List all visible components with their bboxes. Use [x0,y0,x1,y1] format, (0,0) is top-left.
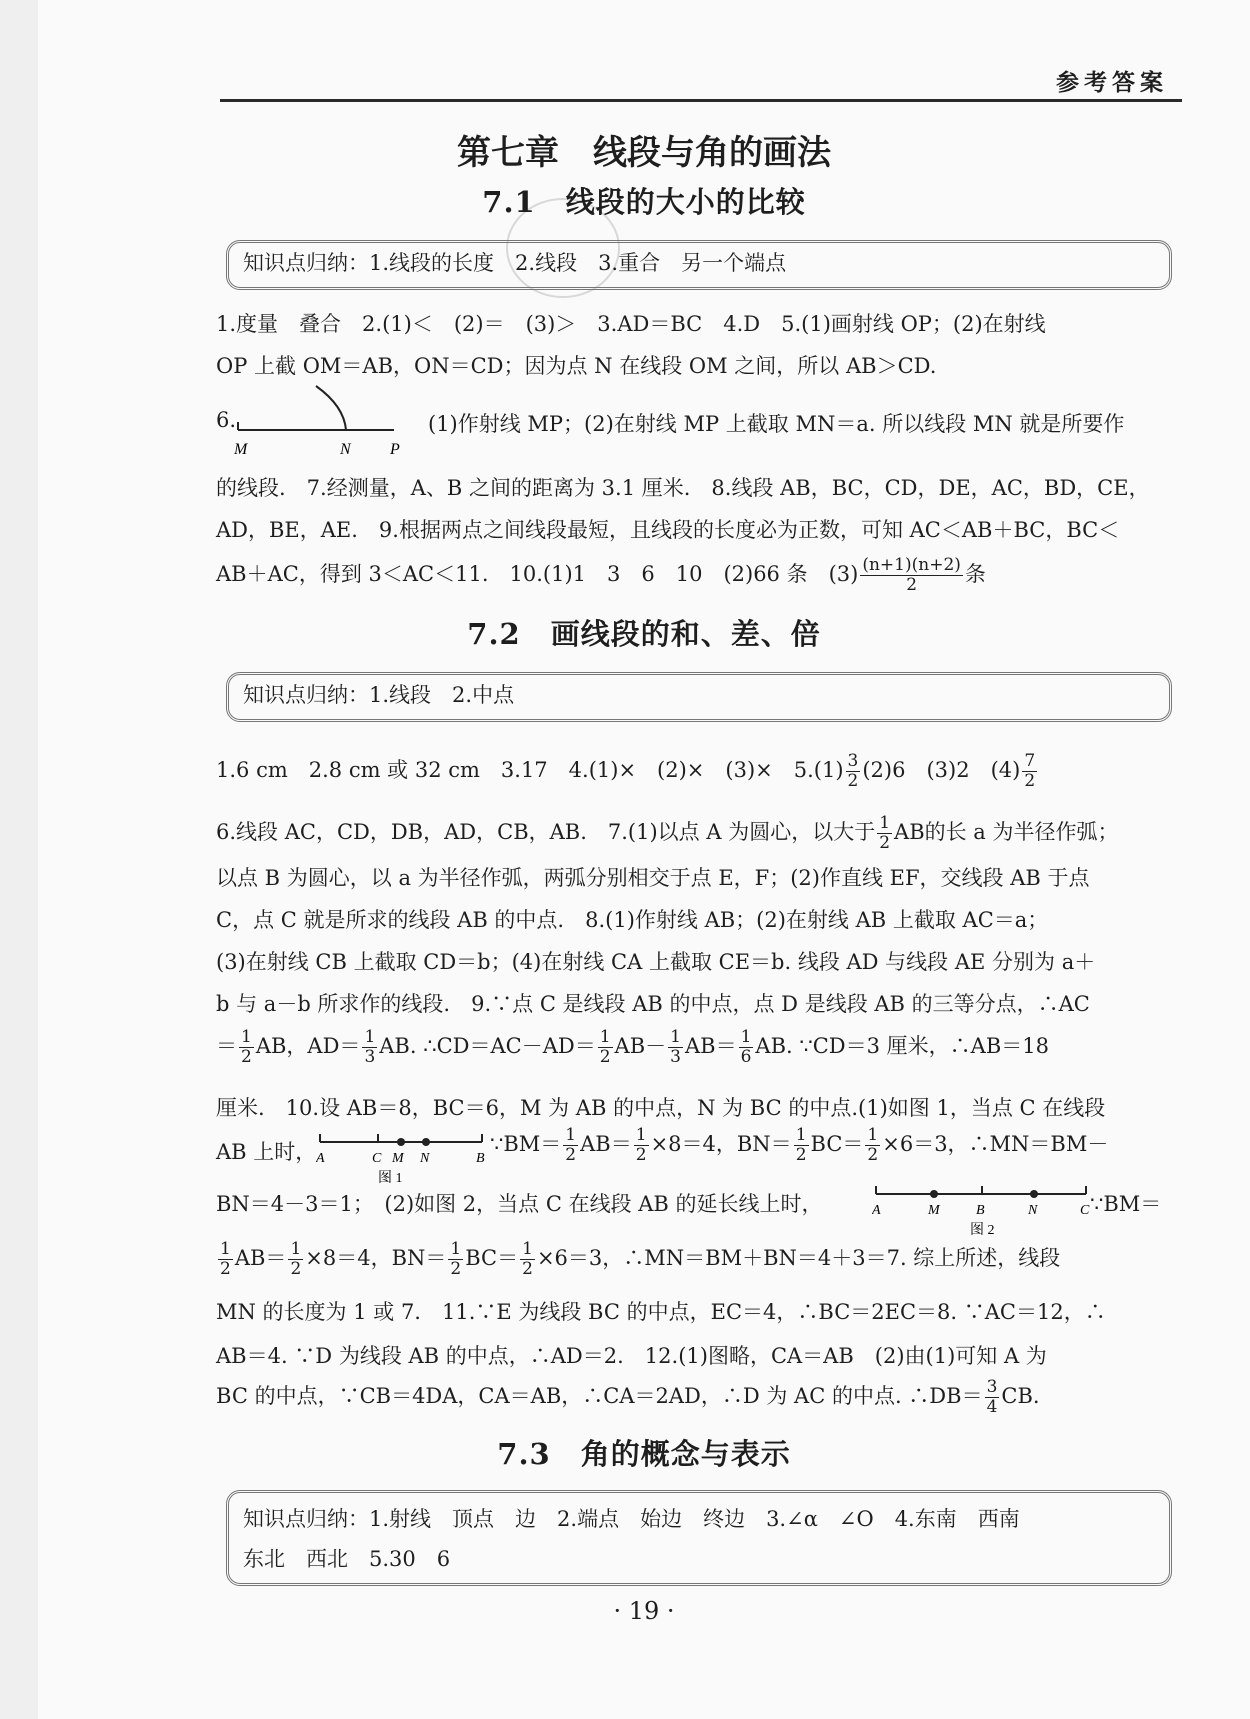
summary-text: 东北 西北 5.30 6 [243,1547,451,1571]
summary-text: 知识点归纳：1.射线 顶点 边 2.端点 始边 终边 3.∠α ∠O 4.东南 西南 [243,1507,1020,1531]
section-7-2-title: 7.2 画线段的和、差、倍 [467,617,821,651]
svg-text:M: M [928,1203,940,1218]
page-number: · 19 · [613,1597,675,1625]
answer-line: 的线段. 7.经测量，A、B 之间的距离为 3.1 厘米. 8.线段 AB，BC，CD，DE，AC，BD，CE， [216,476,1150,500]
answer-line: (3)在射线 CB 上截取 CD＝b；(4)在射线 CA 上截取 CE＝b. 线段 AD 与线段 AE 分别为 a＋ [216,950,1096,974]
fraction: $\frac{(n+1)(n+2)}{2}$ [862,555,961,595]
figure-caption: 图 1 [378,1171,403,1186]
svg-text:N: N [1028,1203,1038,1218]
label-n: N [340,441,351,458]
svg-text:B: B [976,1203,985,1218]
answer-line: AB 上时， [216,1140,317,1164]
answer-line: AB＝4. ∵D 为线段 AB 的中点，∴AD＝2. 12.(1)图略，CA＝AB (2)由(1)可知 A 为 [216,1344,1047,1368]
label-p: P [390,441,400,458]
answer-line: $\frac{1}{2}$ AB＝ $\frac{1}{2}$ ×8＝4，BN＝ $\frac{1}{2}$ BC＝ $\frac{1}{2}$ ×6＝3，∴MN＝BM＋BN＝4＋3＝7. 综上所述，线段 [220,1239,1061,1279]
answer-line: 1.度量 叠合 2.(1)＜ (2)＝ (3)＞ 3.AD＝BC 4.D 5.(1)画射线 OP；(2)在射线 [216,312,1046,336]
answer-line: MN 的长度为 1 或 7. 11.∵E 为线段 BC 的中点，EC＝4，∴BC＝2EC＝8. ∵AC＝12，∴ [216,1300,1106,1324]
answer-line: AD，BE，AE. 9.根据两点之间线段最短，且线段的长度必为正数，可知 AC＜AB＋BC，BC＜ [216,518,1120,542]
figure-2 [872,1172,1092,1242]
answer-line: 厘米. 10.设 AB＝8，BC＝6，M 为 AB 的中点，N 为 BC 的中点.(1)如图 1，当点 C 在线段 [216,1096,1106,1120]
svg-text:B: B [476,1151,485,1166]
answer-line: ∵BM＝ [1090,1192,1162,1216]
answer-line: BC 的中点，∵CB＝4DA，CA＝AB，∴CA＝2AD，∴D 为 AC 的中点. ∴DB＝ $\frac{3}{4}$ CB. [216,1377,1040,1417]
arc [316,386,346,430]
svg-text:C: C [372,1151,382,1166]
chapter-title: 第七章 线段与角的画法 [457,133,831,173]
answer-line: C，点 C 就是所求的线段 AB 的中点. 8.(1)作射线 AB；(2)在射线 AB 上截取 AC＝a； [216,908,1049,932]
svg-text:M: M [392,1151,404,1166]
answer-line: ＝ $\frac{1}{2}$ AB，AD＝ $\frac{1}{3}$ AB. ∴CD＝AC－AD＝ $\frac{1}{2}$ AB－ $\frac{1}{3}$ AB＝ $\frac{1}{6}$ AB. ∵CD＝3 厘米，∴AB＝18 [216,1027,1049,1067]
answer-line: OP 上截 OM＝AB，ON＝CD；因为点 N 在线段 OM 之间，所以 AB＞CD. [216,354,937,378]
answer-page [38,0,1250,1719]
header-label: 参考答案 [1056,69,1168,96]
answer-line: BN＝4－3＝1； (2)如图 2，当点 C 在线段 AB 的延长线上时， [216,1192,823,1216]
section-7-1-title: 7.1 线段的大小的比较 [482,185,806,219]
answer-line: ∵BM＝ $\frac{1}{2}$ AB＝ $\frac{1}{2}$ ×8＝4，BN＝ $\frac{1}{2}$ BC＝ $\frac{1}{2}$ ×6＝3，∴MN＝BM－ [490,1125,1109,1165]
summary-box-7-3 [226,1490,1172,1586]
point-m [930,1190,938,1198]
summary-box-7-1 [226,240,1172,290]
point-n [1030,1190,1038,1198]
answer-line: AB＋AC，得到 3＜AC＜11. 10.(1)1 3 6 10 (2)66 条 (3) $\frac{(n+1)(n+2)}{2}$ 条 [216,555,986,595]
answer-num: 6. [216,408,237,432]
answer-line: 以点 B 为圆心，以 a 为半径作弧，两弧分别相交于点 E，F；(2)作直线 EF，交线段 AB 于点 [216,866,1090,890]
summary-box-7-2 [226,672,1172,722]
summary-text: 知识点归纳：1.线段 2.中点 [243,683,515,707]
figure-1 [316,1116,488,1188]
point-m [397,1138,405,1146]
point-n [422,1138,430,1146]
svg-text:A: A [872,1203,881,1218]
answer-line: b 与 a－b 所求作的线段. 9.∵点 C 是线段 AB 的中点，点 D 是线段 AB 的三等分点，∴AC [216,992,1090,1016]
answer-line: (1)作射线 MP；(2)在射线 MP 上截取 MN＝a. 所以线段 MN 就是所要作 [428,412,1125,436]
figure-caption: 图 2 [970,1223,995,1238]
svg-text:N: N [420,1151,430,1166]
summary-text: 知识点归纳：1.线段的长度 2.线段 3.重合 另一个端点 [243,251,787,275]
section-7-3-title: 7.3 角的概念与表示 [497,1437,791,1471]
header-rule [220,99,1182,102]
label-m: M [234,441,248,458]
answer-line: 6.线段 AC，CD，DB，AD，CB，AB. 7.(1)以点 A 为圆心，以大于 $\frac{1}{2}$ AB的长 a 为半径作弧； [216,813,1119,853]
answer-line: 1.6 cm 2.8 cm 或 32 cm 3.17 4.(1)× (2)× (3)× 5.(1) $\frac{3}{2}$ (2)6 (3)2 (4) $\frac{7}{2}$ [216,751,1036,791]
figure-6 [234,380,414,462]
svg-text:C: C [1080,1203,1090,1218]
svg-text:A: A [316,1151,325,1166]
